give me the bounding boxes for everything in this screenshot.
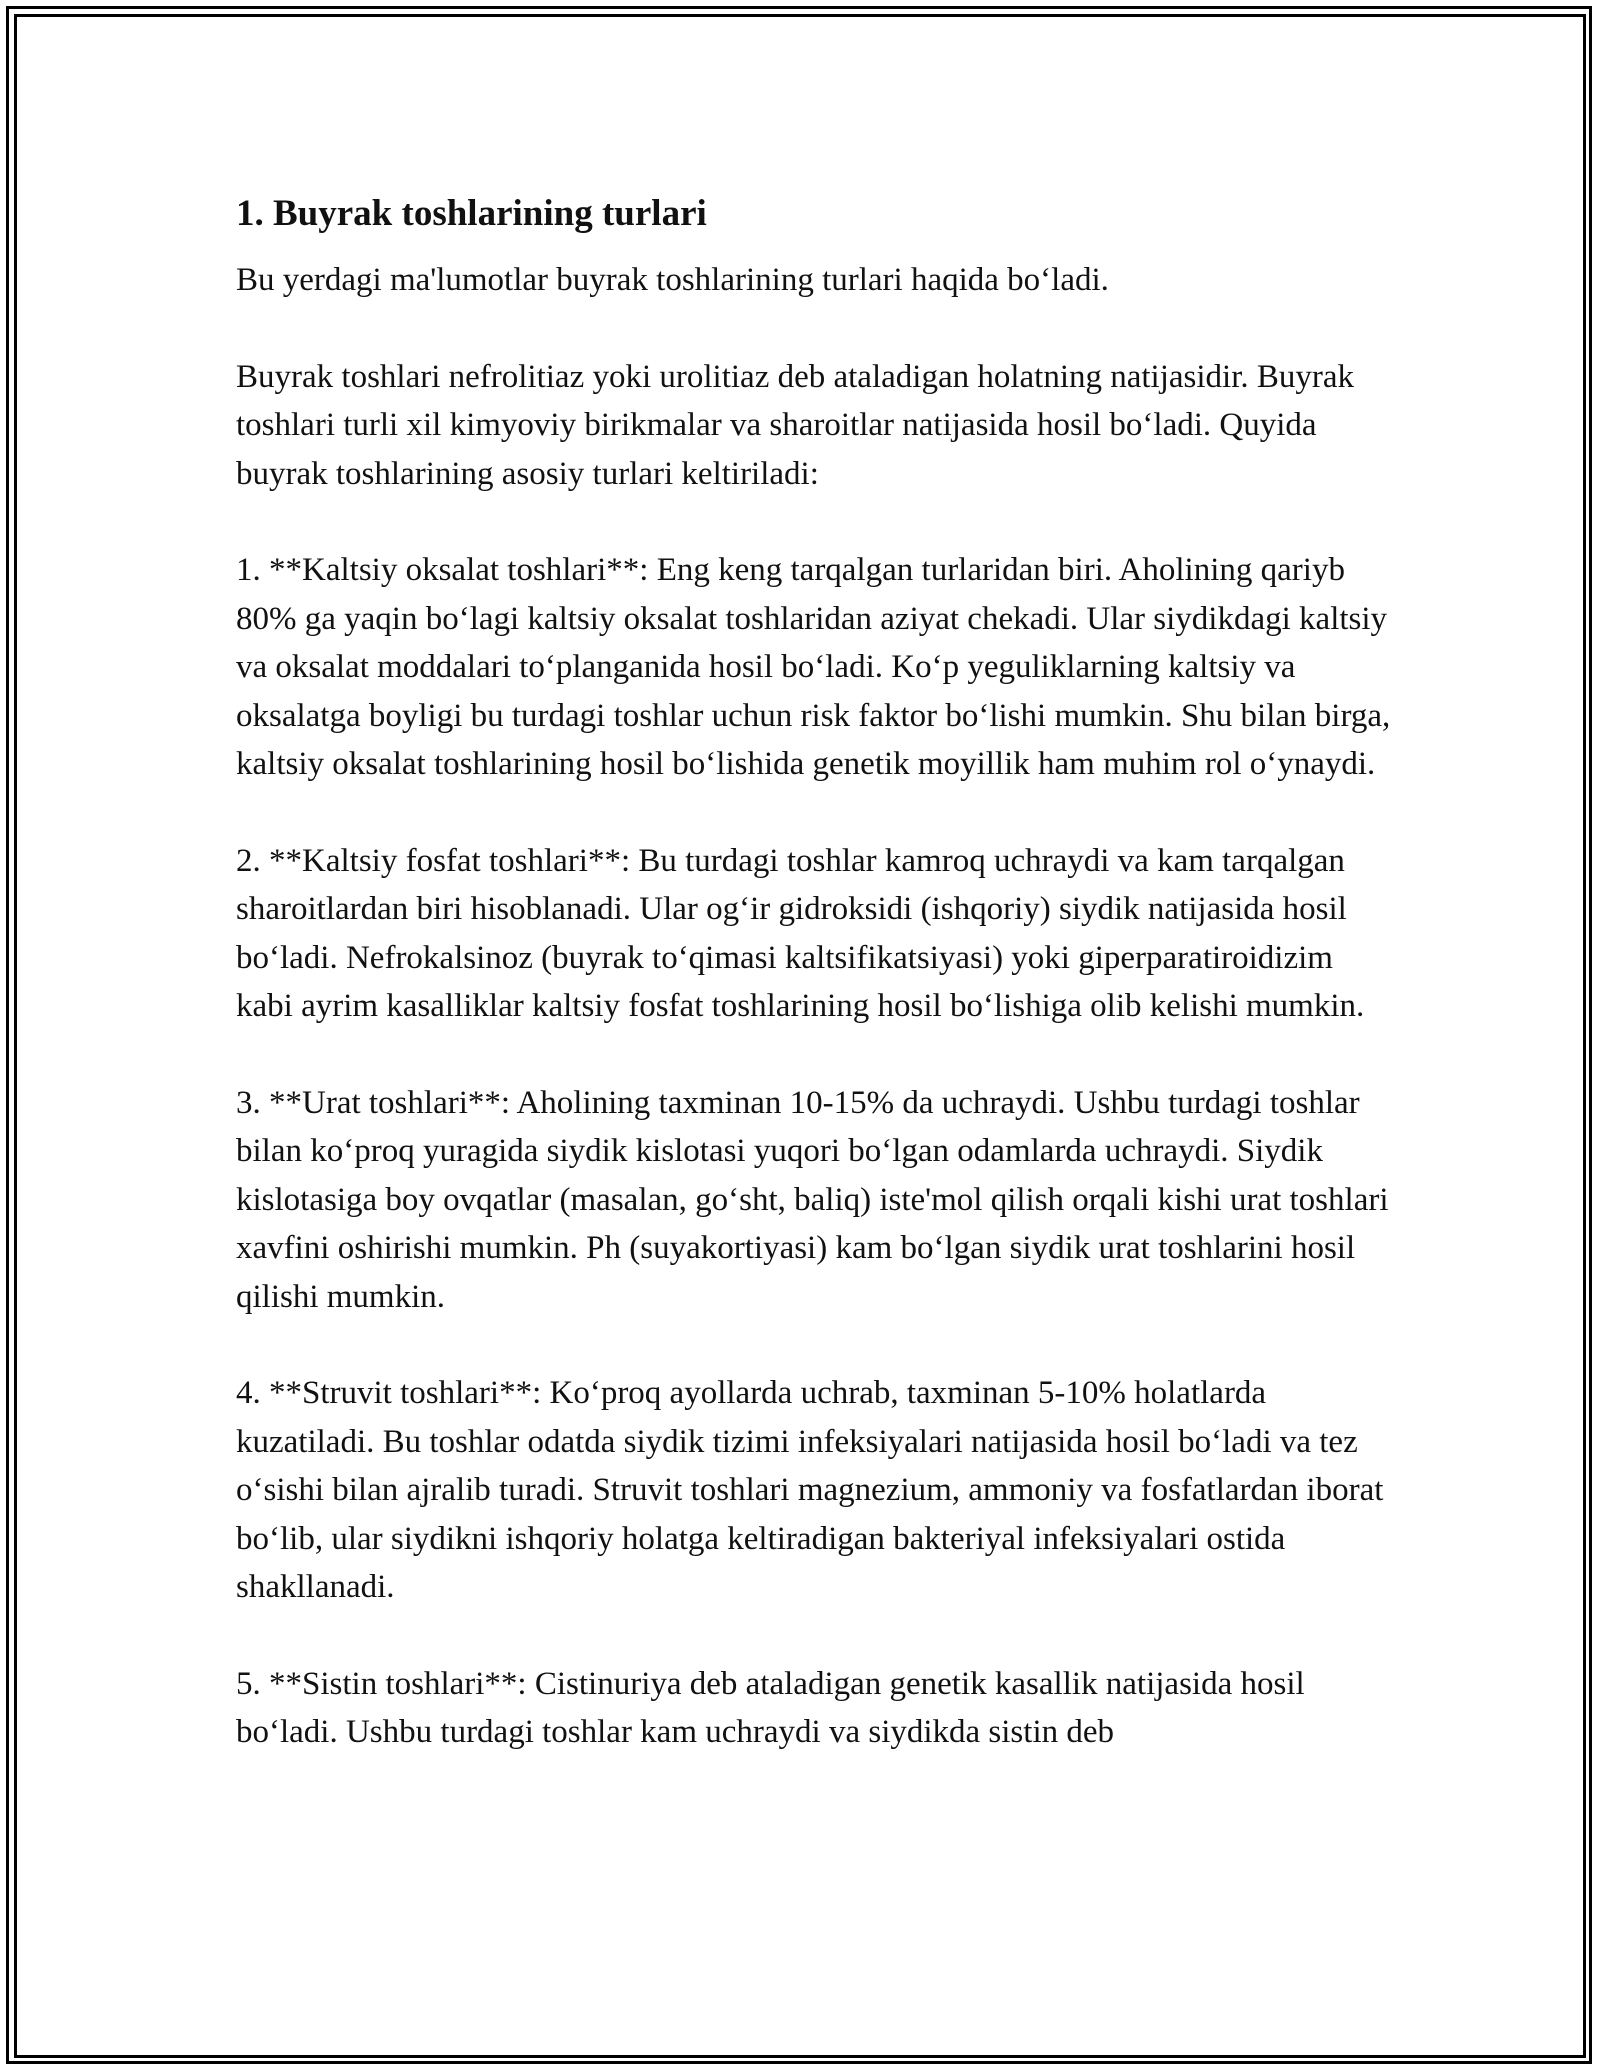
- urate-paragraph: 3. **Urat toshlari**: Aholining taxminan 10-15% da uchraydi. Ushbu turdagi toshlar bilan ko‘proq yuragida siydik kislotasi yuqori bo‘lgan odamlarda uchraydi. Siydik kislotasiga boy ovqatlar (masalan, go‘sht, baliq) iste'mol qilish orqali kishi urat toshlari xavfini oshirishi mumkin. Ph (suyakortiyasi) kam bo‘lgan siydik urat toshlarini hosil qilishi mumkin.: [236, 1084, 1389, 1315]
- calcium-phosphate-paragraph: 2. **Kaltsiy fosfat toshlari**: Bu turdagi toshlar kamroq uchraydi va kam tarqalgan sharoitlardan biri hisoblanadi. Ular og‘ir gidroksidi (ishqoriy) siydik natijasida hosil bo‘ladi. Nefrokalsinoz (buyrak to‘qimasi kaltsifikatsiyasi) yoki giperparatiroidizim kabi ayrim kasalliklar kaltsiy fosfat toshlarining hosil bo‘lishiga olib kelishi mumkin.: [236, 842, 1365, 1024]
- section-heading: 1. Buyrak toshlarining turlari: [236, 193, 707, 234]
- cystine-paragraph: 5. **Sistin toshlari**: Cistinuriya deb ataladigan genetik kasallik natijasida hosil bo‘ladi. Ushbu turdagi toshlar kam uchraydi va siydikda sistin deb: [236, 1665, 1305, 1750]
- struvite-paragraph: 4. **Struvit toshlari**: Ko‘proq ayollarda uchrab, taxminan 5-10% holatlarda kuzatiladi. Bu toshlar odatda siydik tizimi infeksiyalari natijasida hosil bo‘ladi va tez o‘sishi bilan ajralib turadi. Struvit toshlari magnezium, ammoniy va fosfatlardan iborat bo‘lib, ular siydikni ishqoriy holatga keltiradigan bakteriyal infeksiyalari ostida shakllanadi.: [236, 1375, 1384, 1605]
- overview-paragraph: Buyrak toshlari nefrolitiaz yoki urolitiaz deb ataladigan holatning natijasidir. Buyrak toshlari turli xil kimyoviy birikmalar va sharoitlar natijasida hosil bo‘ladi. Quyida buyrak toshlarining asosiy turlari keltiriladi:: [236, 358, 1355, 492]
- document-body: [236, 190, 1396, 1805]
- intro-paragraph: Bu yerdagi ma'lumotlar buyrak toshlarining turlari haqida bo‘ladi.: [236, 262, 1109, 298]
- calcium-oxalate-paragraph: 1. **Kaltsiy oksalat toshlari**: Eng keng tarqalgan turlaridan biri. Aholining qariyb 80% ga yaqin bo‘lagi kaltsiy oksalat toshlaridan aziyat chekadi. Ular siydikdagi kaltsiy va oksalat moddalari to‘planganida hosil bo‘ladi. Ko‘p yeguliklarning kaltsiy va oksalatga boyligi bu turdagi toshlar uchun risk faktor bo‘lishi mumkin. Shu bilan birga, kaltsiy oksalat toshlarining hosil bo‘lishida genetik moyillik ham muhim rol o‘ynaydi.: [236, 552, 1391, 782]
